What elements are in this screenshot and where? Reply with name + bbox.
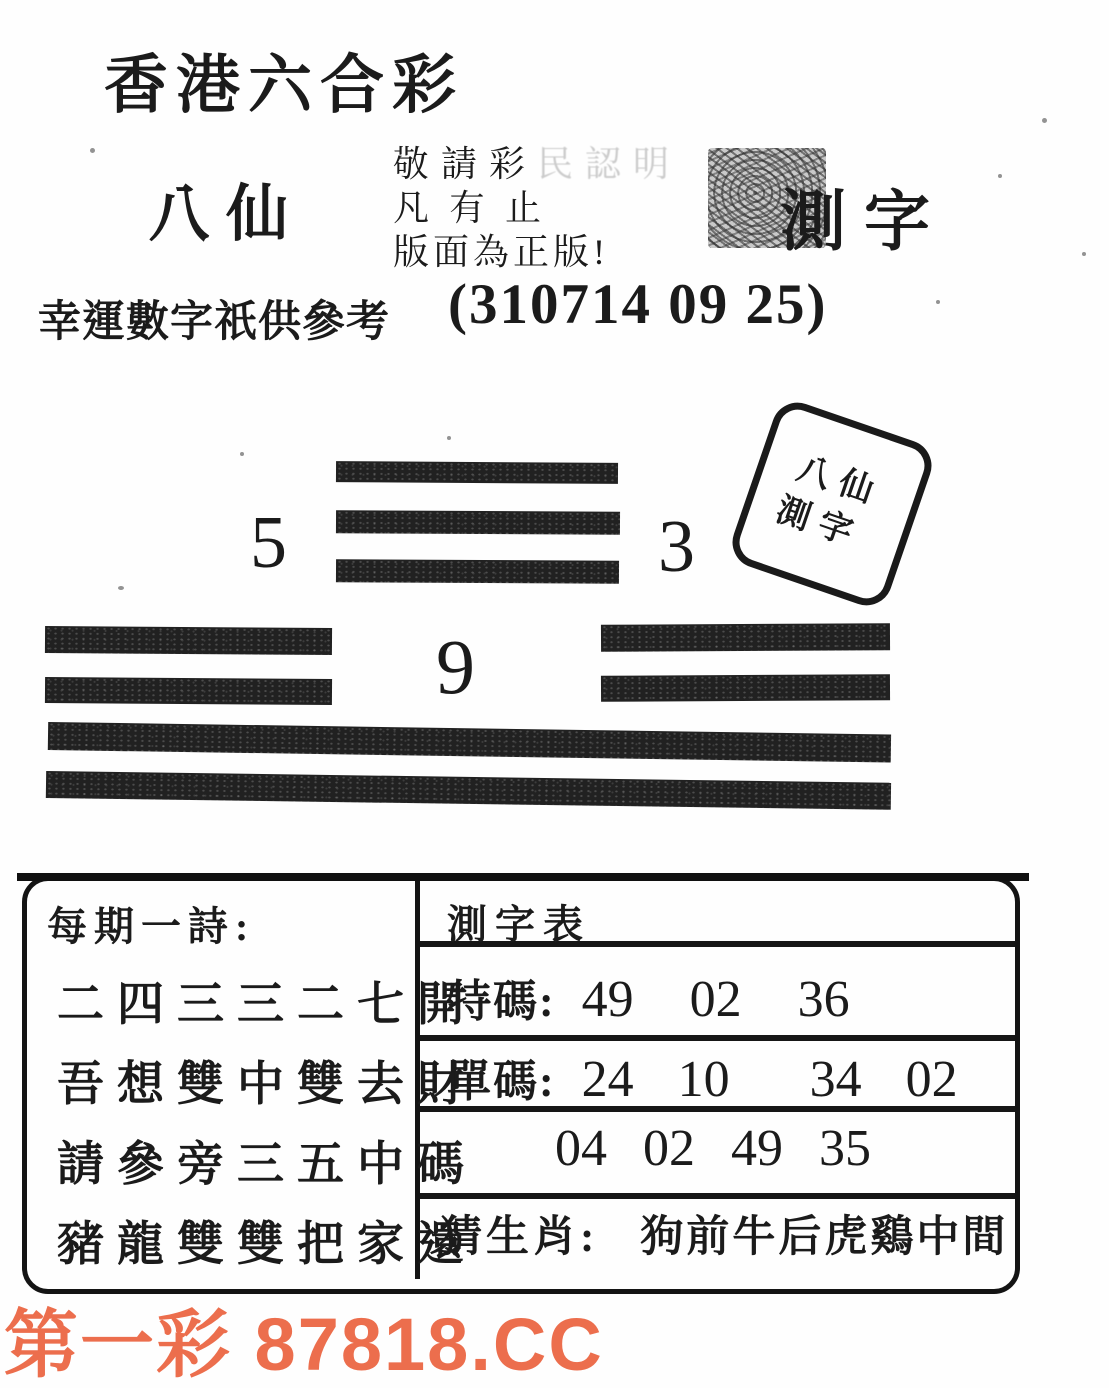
site-watermark: 第一彩 87818.CC xyxy=(4,1303,604,1386)
scan-speck xyxy=(240,452,244,456)
hexagram-bar-solid xyxy=(336,461,618,484)
hexagram-bar-full xyxy=(48,722,891,763)
prediction-table xyxy=(22,876,1020,1294)
scan-speck xyxy=(1082,252,1086,256)
extra-code-values xyxy=(555,1119,871,1178)
poem-line: 豬龍雙雙把家還 xyxy=(57,1219,477,1271)
hexagram-middle-number: 9 xyxy=(436,623,475,710)
scan-speck xyxy=(998,174,1002,178)
hexagram-left-number: 5 xyxy=(250,502,287,584)
special-code-value: 49 xyxy=(581,971,634,1028)
special-code-label: 特碼: xyxy=(447,977,556,1026)
chart-title: 測字表 xyxy=(447,902,591,947)
poem-line: 吾想雙中雙去財 xyxy=(57,1059,477,1111)
seal-line-1: 八仙 xyxy=(792,449,888,514)
hexagram-bar-solid xyxy=(336,510,620,534)
single-code-value: 02 xyxy=(905,1051,958,1108)
single-code-value: 10 xyxy=(677,1051,730,1108)
lucky-numbers-value: (310714 09 25) xyxy=(448,273,828,336)
hexagram-bar-broken-right xyxy=(601,674,890,702)
notice-line-2: 凡有止 xyxy=(393,188,562,228)
hexagram-bar-solid xyxy=(336,559,619,583)
special-code-value: 02 xyxy=(689,971,742,1028)
hexagram-bar-broken-left xyxy=(45,677,332,705)
scan-speck xyxy=(447,436,451,440)
poem-line: 二四三三二七開 xyxy=(57,979,477,1031)
extra-code-value: 04 xyxy=(555,1120,607,1177)
hexagram-bar-broken-right xyxy=(601,623,890,652)
special-code-values xyxy=(582,970,850,1029)
scan-speck xyxy=(118,586,124,590)
scan-speck xyxy=(936,300,940,304)
single-code-value: 24 xyxy=(581,1051,634,1108)
single-code-label: 單碼: xyxy=(447,1057,556,1106)
poem-title: 每期一詩: xyxy=(47,904,256,949)
special-code-value: 36 xyxy=(797,971,850,1028)
notice-line-1-clear: 敬請彩 xyxy=(393,144,538,184)
zodiac-guess-label: 猜生肖: xyxy=(439,1214,599,1261)
notice-line-1-faded: 民認明 xyxy=(537,144,682,184)
extra-code-value: 49 xyxy=(731,1120,783,1177)
brand-name: 八仙 xyxy=(148,181,305,249)
poem-line: 請參旁三五中碼 xyxy=(57,1139,477,1191)
notice-line-3: 版面為正版! xyxy=(393,232,609,272)
zodiac-guess-value: 狗前牛后虎鷄中間 xyxy=(640,1214,1009,1261)
hexagram-right-number: 3 xyxy=(658,506,695,588)
baxian-cezi-seal xyxy=(726,396,939,613)
authenticity-notice xyxy=(393,142,681,274)
extra-code-value: 35 xyxy=(819,1120,871,1177)
scan-speck xyxy=(1042,118,1047,123)
page-title: 香港六合彩 xyxy=(104,50,464,121)
scan-speck xyxy=(90,148,95,153)
extra-code-value: 02 xyxy=(643,1120,695,1177)
table-row-divider xyxy=(420,1035,1015,1041)
hexagram-bar-full xyxy=(46,771,891,810)
extra-code-row xyxy=(555,1119,871,1178)
special-code-row xyxy=(447,965,850,1029)
lucky-numbers-label: 幸運數字祇供參考 xyxy=(38,299,390,346)
single-code-row xyxy=(447,1045,958,1109)
hexagram-bar-broken-left xyxy=(45,626,332,655)
category-title: 測字 xyxy=(780,186,948,259)
notice-line-1 xyxy=(393,142,681,186)
seal-line-2: 測字 xyxy=(771,491,867,556)
single-code-value: 34 xyxy=(809,1051,862,1108)
zodiac-guess-row xyxy=(439,1203,1008,1264)
table-row-divider xyxy=(420,1193,1015,1199)
single-code-values xyxy=(582,1050,958,1109)
